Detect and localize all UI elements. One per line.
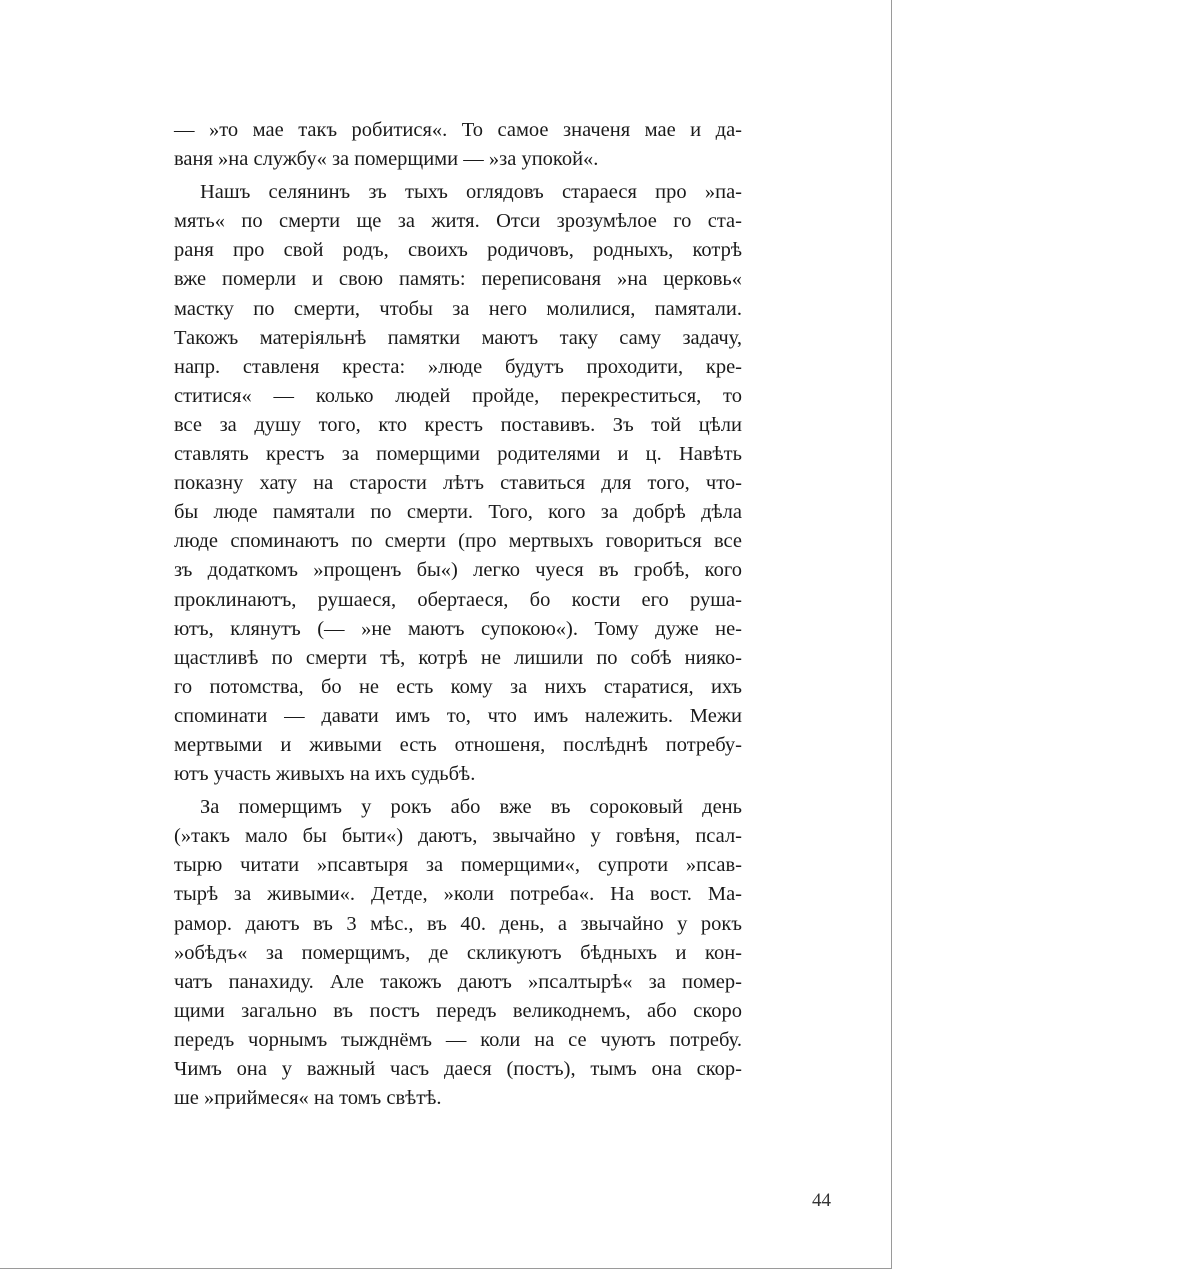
text-line: ститися« — колько людей пройде, перекреститься, то: [174, 384, 742, 407]
text-line: ютъ участь живыхъ на ихъ судьбѣ.: [174, 763, 476, 786]
text-line: За померщимъ у рокъ або вже въ сороковый день: [200, 796, 742, 819]
text-line: вже померли и свою память: переписованя »на церковь«: [174, 268, 742, 291]
text-line: передъ чорнымъ тыжднёмъ — коли на се чуютъ потребу.: [174, 1028, 742, 1051]
text-line: споминати — давати имъ то, что имъ належить. Межи: [174, 704, 742, 727]
text-line: рамор. даютъ въ 3 мѣс., въ 40. день, а звычайно у рокъ: [174, 912, 742, 935]
text-line: щими загально въ постъ передъ великоднемъ, або скоро: [174, 999, 742, 1022]
text-line: раня про свой родъ, своихъ родичовъ, родныхъ, котрѣ: [174, 239, 742, 262]
text-line: ставлять крестъ за померщими родителями и ц. Навѣть: [174, 443, 742, 466]
text-line: зъ додаткомъ »прощенъ бы«) легко чуеся въ гробѣ, кого: [174, 559, 742, 582]
text-line: ютъ, клянутъ (— »не маютъ супокою«). Тому дуже не-: [174, 617, 742, 640]
text-line: Чимъ она у важный часъ даеся (постъ), тымъ она скор-: [174, 1058, 742, 1080]
text-line: бы люде памятали по смерти. Того, кого за добрѣ дѣла: [174, 501, 742, 524]
text-line: проклинаютъ, рушаеся, обертаеся, бо кости его руша-: [174, 588, 742, 611]
paragraph: [174, 793, 742, 1113]
text-line: тырѣ за живыми«. Детде, »коли потреба«. На вост. Ма-: [174, 883, 742, 906]
page-body-text: [174, 116, 742, 1113]
text-line: щастливѣ по смерти тѣ, котрѣ не лишили по собѣ нияко-: [174, 646, 742, 669]
text-line: (»такъ мало бы быти«) даютъ, звычайно у говѣня, псал-: [174, 825, 742, 848]
text-line: мертвыми и живыми есть отношеня, послѣднѣ потребу-: [174, 733, 742, 756]
text-line: мастку по смерти, чтобы за него молилися, памятали.: [174, 297, 742, 320]
text-line: люде споминаютъ по смерти (про мертвыхъ говориться все: [174, 530, 742, 553]
text-line: все за душу того, кто крестъ поставивъ. Зъ той цѣли: [174, 413, 742, 436]
text-line: ваня »на службу« за померщими — »за упокой«.: [174, 148, 599, 171]
text-line: Такожъ матеріяльнѣ памятки маютъ таку саму задачу,: [174, 326, 742, 349]
page-number: 44: [812, 1190, 831, 1211]
text-line: »обѣдъ« за померщимъ, де скликуютъ бѣдныхъ и кон-: [174, 941, 742, 964]
text-line: ше »приймеся« на томъ свѣтѣ.: [174, 1087, 442, 1110]
text-line: напр. ставленя креста: »люде будутъ проходити, кре-: [174, 355, 742, 378]
text-line: чатъ панахиду. Але такожъ даютъ »псалтырѣ« за помер-: [174, 970, 742, 993]
text-line: го потомства, бо не есть кому за нихъ старатися, ихъ: [174, 675, 742, 698]
text-line: Нашъ селянинъ зъ тыхъ оглядовъ стараеся про »па-: [200, 181, 742, 204]
paragraph: [174, 116, 742, 174]
paragraph: [174, 178, 742, 789]
text-line: показну хату на старости лѣтъ ставиться для того, что-: [174, 472, 742, 495]
text-line: тырю читати »псавтыря за померщими«, супроти »псав-: [174, 854, 742, 877]
text-line: — »то мае такъ робитися«. То самое значеня мае и да-: [174, 119, 742, 141]
text-line: мять« по смерти ще за житя. Отси зрозумѣлое го ста-: [174, 210, 742, 233]
